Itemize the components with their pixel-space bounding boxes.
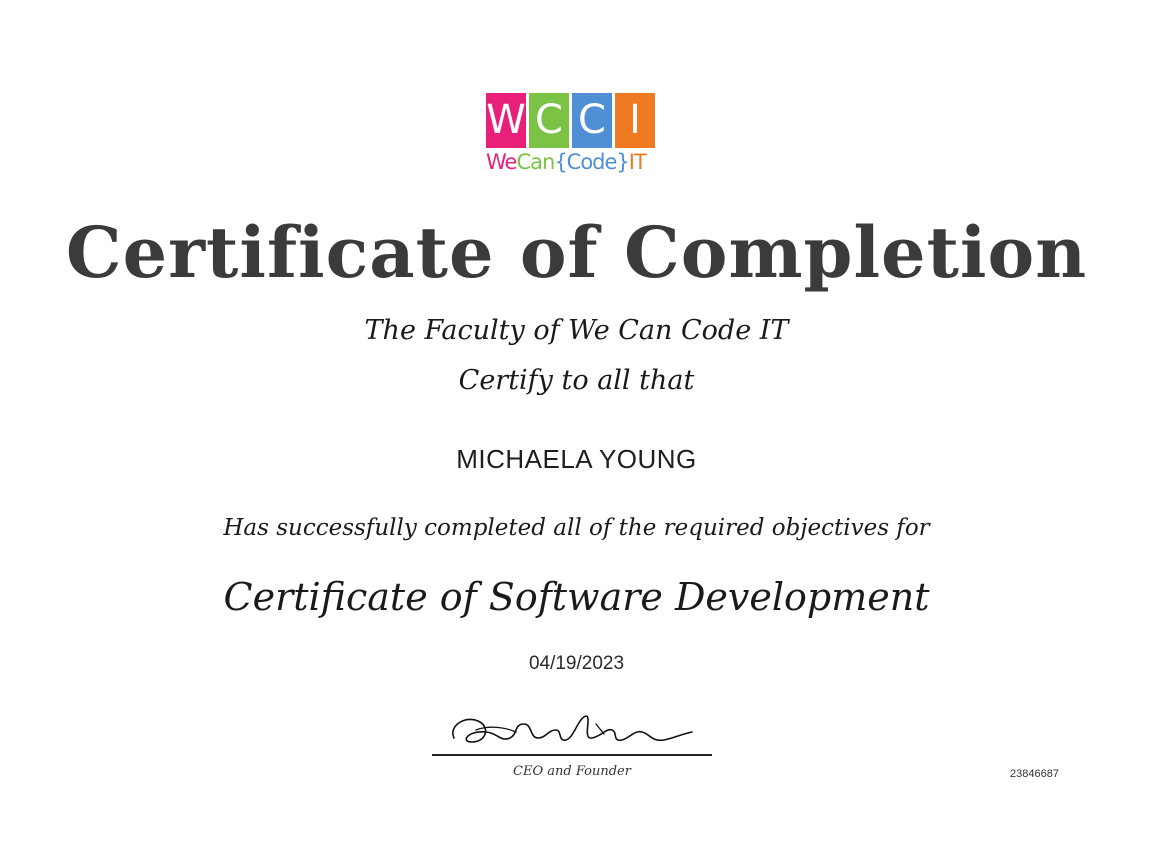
logo-tagline-can: Can [516, 150, 555, 174]
signatory-title: CEO and Founder [513, 764, 631, 779]
logo-tagline [486, 150, 656, 174]
completion-statement: Has successfully completed all of the required objectives for [223, 515, 930, 541]
wcci-logo [486, 93, 656, 174]
logo-tagline-we: We [486, 150, 517, 174]
logo-tagline-it: IT [628, 150, 646, 174]
certificate-id: 23846687 [1010, 768, 1059, 780]
logo-tile-w: W [486, 93, 526, 148]
logo-tile-i: I [615, 93, 655, 148]
recipient-name: MICHAELA YOUNG [456, 444, 697, 474]
logo-tagline-code: {Code} [554, 150, 629, 174]
faculty-line: The Faculty of We Can Code IT [364, 315, 789, 346]
certify-line: Certify to all that [458, 365, 695, 396]
logo-tile-c1: C [529, 93, 569, 148]
logo-tiles [486, 93, 656, 148]
certificate-title: Certificate of Completion [65, 211, 1088, 294]
logo-tile-c2: C [572, 93, 612, 148]
signature-image [446, 708, 696, 754]
program-name: Certificate of Software Development [223, 575, 930, 619]
signature-line [432, 754, 712, 756]
completion-date: 04/19/2023 [528, 653, 625, 674]
